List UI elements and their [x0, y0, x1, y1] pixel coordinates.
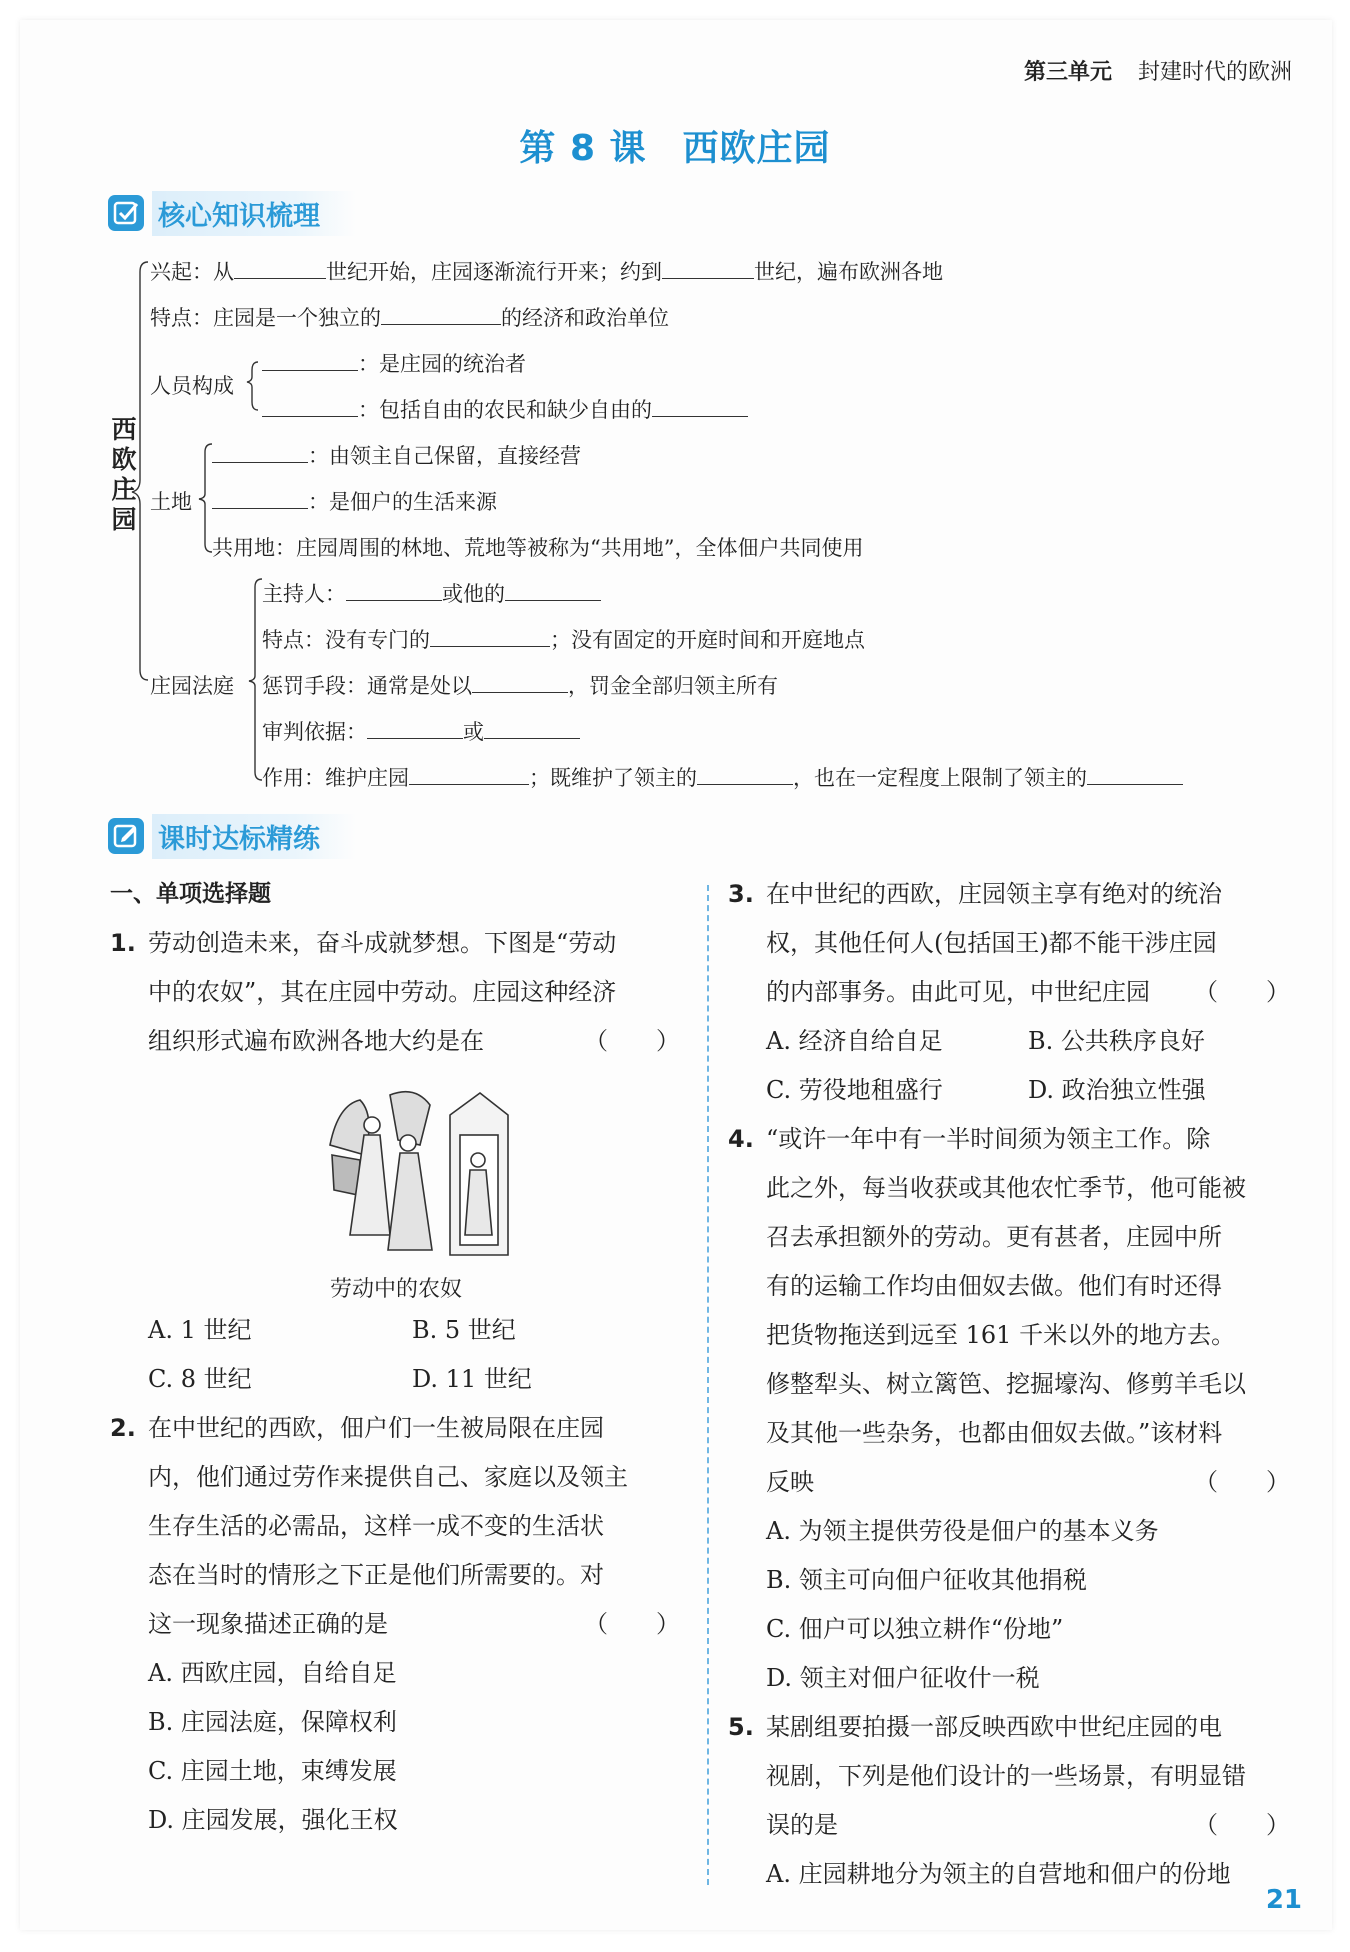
option-a[interactable]: A. 1 世纪: [148, 1316, 252, 1344]
knowledge-people-label: 人员构成: [150, 374, 234, 398]
lesson-number: 第 8 课: [519, 128, 647, 169]
fill-blank[interactable]: [346, 599, 442, 601]
option-a[interactable]: A. 经济自给自足: [766, 1027, 943, 1055]
answer-paren[interactable]: （ ）: [1194, 1468, 1290, 1496]
right-column: [728, 870, 1290, 1899]
question-1: 1. 劳动创造未来，奋斗成就梦想。下图是“劳动 中的农奴”，其在庄园中劳动。庄园这种经济 组织形式遍布欧洲各地大约是在 （ ） A. 1 世纪 B. 5 世纪 C. 8 世纪 D. 11 世纪: [110, 919, 680, 1404]
answer-paren[interactable]: （ ）: [584, 1610, 680, 1638]
fill-blank[interactable]: [662, 277, 754, 279]
option-c[interactable]: C. 佃户可以独立耕作“份地”: [766, 1615, 1064, 1643]
option-d[interactable]: D. 领主对佃户征收什一税: [766, 1664, 1040, 1692]
fill-blank[interactable]: [409, 783, 529, 785]
option-c[interactable]: C. 庄园土地，束缚发展: [148, 1757, 397, 1785]
option-d[interactable]: D. 政治独立性强: [1028, 1076, 1206, 1104]
question-4: 4. “或许一年中有一半时间须为领主工作。除 此之外，每当收获或其他农忙季节，他可能被 召去承担额外的劳动。更有甚者，庄园中所 有的运输工作均由佃奴去做。他们有时还得 把货物拖送到远至 161 千米以外的地方去。 修整犁头、树立篱笆、挖掘壕沟、修剪羊毛以 及其他一些杂务，也都由佃奴去做。”该材料 反映 （ ） A. 为领主提供劳役是佃户的基本义务 B. 领主可向佃户征收其他捐税 C. 佃户可以独立耕作“份地” D. 领主对佃户征收什一税: [728, 1115, 1290, 1703]
lesson-name: 西欧庄园: [682, 128, 831, 169]
column-divider: [707, 885, 709, 1885]
fill-blank[interactable]: [262, 415, 358, 417]
fill-blank[interactable]: [484, 737, 580, 739]
knowledge-people-2: ：包括自由的农民和缺少自由的: [262, 394, 748, 424]
fill-blank[interactable]: [381, 323, 501, 325]
option-b[interactable]: B. 公共秩序良好: [1028, 1027, 1205, 1055]
section-title: 核心知识梳理: [152, 191, 356, 236]
question-number: 4.: [728, 1125, 754, 1153]
knowledge-court-role: 作用：维护庄园 ；既维护了领主的 ，也在一定程度上限制了领主的: [262, 762, 1183, 792]
option-b[interactable]: B. 5 世纪: [412, 1316, 516, 1344]
question-number: 1.: [110, 929, 136, 957]
lesson-title: [0, 120, 1350, 171]
option-b[interactable]: B. 庄园法庭，保障权利: [148, 1708, 397, 1736]
question-3: 3. 在中世纪的西欧，庄园领主享有绝对的统治 权，其他任何人(包括国王)都不能干涉庄园 的内部事务。由此可见，中世纪庄园 （ ） A. 经济自给自足 B. 公共秩序良好 C. 劳役地租盛行 D. 政治独立性强: [728, 870, 1290, 1115]
knowledge-court-punish: 惩罚手段：通常是处以 ，罚金全部归领主所有: [262, 674, 778, 698]
option-a[interactable]: A. 为领主提供劳役是佃户的基本义务: [766, 1517, 1159, 1545]
part-title: 一、单项选择题: [110, 881, 271, 907]
fill-blank[interactable]: [472, 691, 568, 693]
unit-title: 封建时代的欧洲: [1137, 60, 1292, 85]
option-d[interactable]: D. 庄园发展，强化王权: [148, 1806, 398, 1834]
fill-blank[interactable]: [505, 599, 601, 601]
question-2: 2. 在中世纪的西欧，佃户们一生被局限在庄园 内，他们通过劳作来提供自己、家庭以及领主 生存生活的必需品，这样一成不变的生活状 态在当时的情形之下正是他们所需要的。对 这一现象描述正确的是 （ ） A. 西欧庄园，自给自足 B. 庄园法庭，保障权利 C. 庄园土地，束缚发展 D. 庄园发展，强化王权: [110, 1404, 680, 1845]
fill-blank[interactable]: [262, 369, 358, 371]
question-number: 2.: [110, 1414, 136, 1442]
knowledge-court-label: 庄园法庭: [150, 674, 234, 698]
figure-caption: 劳动中的农奴: [330, 1277, 463, 1302]
fill-blank[interactable]: [234, 277, 326, 279]
option-c[interactable]: C. 8 世纪: [148, 1365, 252, 1393]
unit-label: 第三单元: [1023, 60, 1112, 85]
knowledge-court-feature: 特点：没有专门的 ；没有固定的开庭时间和开庭地点: [262, 628, 865, 652]
tree-root-label: 西欧庄园: [111, 415, 137, 534]
checklist-icon: [108, 195, 144, 231]
section-heading-knowledge: [108, 192, 356, 234]
page-number: 21: [1265, 1885, 1302, 1915]
option-a[interactable]: A. 庄园耕地分为领主的自营地和佃户的份地: [766, 1860, 1231, 1888]
section-heading-exercise: [108, 815, 356, 857]
answer-paren[interactable]: （ ）: [1194, 978, 1290, 1006]
fill-blank[interactable]: [652, 415, 748, 417]
fill-blank[interactable]: [367, 737, 463, 739]
fill-blank[interactable]: [212, 507, 308, 509]
pencil-icon: [108, 818, 144, 854]
fill-blank[interactable]: [1087, 783, 1183, 785]
running-header: [1024, 55, 1292, 86]
section-title: 课时达标精练: [152, 814, 356, 859]
fill-blank[interactable]: [697, 783, 793, 785]
answer-paren[interactable]: （ ）: [1194, 1811, 1290, 1839]
knowledge-people-1: ：是庄园的统治者: [262, 348, 526, 378]
knowledge-court-host: 主持人： 或他的: [262, 578, 601, 608]
knowledge-court-basis: 审判依据： 或: [262, 716, 580, 746]
option-b[interactable]: B. 领主可向佃户征收其他捐税: [766, 1566, 1087, 1594]
answer-paren[interactable]: （ ）: [584, 1027, 680, 1055]
knowledge-land-label: 土地: [150, 490, 192, 514]
question-5: 5. 某剧组要拍摄一部反映西欧中世纪庄园的电 视剧，下列是他们设计的一些场景，有明显错 误的是 （ ） A. 庄园耕地分为领主的自营地和佃户的份地: [728, 1703, 1290, 1899]
knowledge-rise: 兴起：从 世纪开始，庄园逐渐流行开来；约到 世纪，遍布欧洲各地: [150, 260, 943, 284]
question-number: 3.: [728, 880, 754, 908]
knowledge-land-2: ：是佃户的生活来源: [212, 486, 497, 516]
question-number: 5.: [728, 1713, 754, 1741]
knowledge-land-1: ：由领主自己保留，直接经营: [212, 440, 581, 470]
fill-blank[interactable]: [430, 645, 550, 647]
serfs-at-work-illustration: [320, 1085, 510, 1265]
fill-blank[interactable]: [212, 461, 308, 463]
option-c[interactable]: C. 劳役地租盛行: [766, 1076, 943, 1104]
knowledge-land-3: 共用地：庄园周围的林地、荒地等被称为“共用地”，全体佃户共同使用: [212, 536, 864, 560]
option-d[interactable]: D. 11 世纪: [412, 1365, 532, 1393]
option-a[interactable]: A. 西欧庄园，自给自足: [148, 1659, 397, 1687]
left-column: [110, 870, 680, 1845]
knowledge-feature: 特点：庄园是一个独立的 的经济和政治单位: [150, 306, 669, 330]
